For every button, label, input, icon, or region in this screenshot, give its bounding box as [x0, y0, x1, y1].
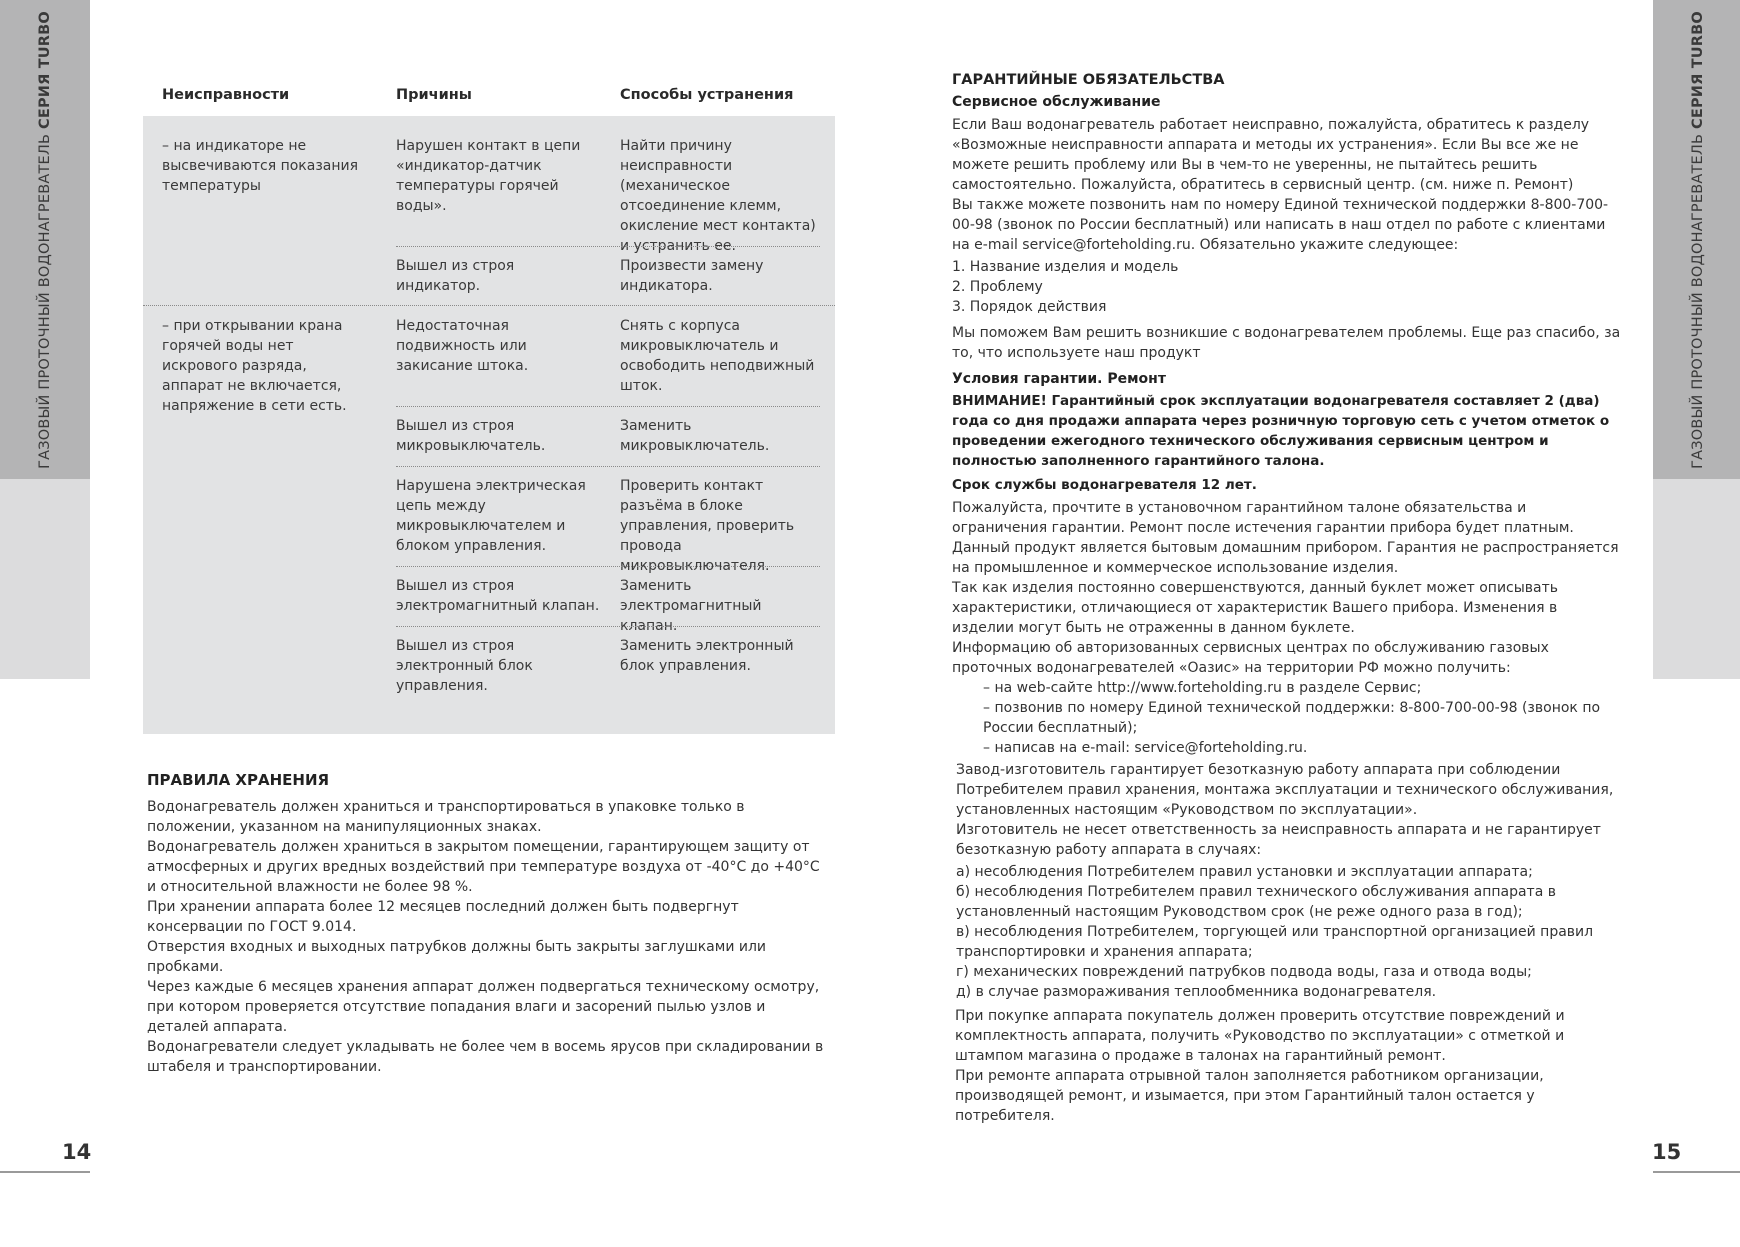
list-item: – позвонив по номеру Единой технической поддержки: 8-800-700-00-98 (звонок по России бесплатный);	[983, 700, 1601, 736]
storage-text	[147, 797, 827, 1077]
conditions-title: Условия гарантии. Ремонт	[952, 371, 1166, 387]
side-title-prefix: ГАЗОВЫЙ ПРОТОЧНЫЙ ВОДОНАГРЕВАТЕЛЬ	[1690, 129, 1706, 469]
row-divider	[396, 626, 820, 627]
fix-cell: Заменить микровыключатель.	[620, 418, 770, 454]
service-life: Срок службы водонагревателя 12 лет.	[952, 477, 1257, 493]
cause-cell: Вышел из строя электронный блок управления.	[396, 638, 533, 694]
fix-cell: Найти причину неисправности (механическое отсоединение клемм, окисление мест контакта) и устранить ее.	[620, 138, 816, 254]
row-divider	[396, 406, 820, 407]
cause-cell: Вышел из строя электромагнитный клапан.	[396, 578, 600, 614]
row-divider	[396, 466, 820, 467]
service-paragraph: Если Ваш водонагреватель работает неисправно, пожалуйста, обратитесь к разделу «Возможные неисправности аппарата и методы их устранения». Если Вы все же не можете решить проблему или Вы в чем-то не уверенны, не пытайтесь решить самостоятельно. Пожалуйста, обратитесь в сервисный центр. (см. ниже п. Ремонт)	[952, 117, 1590, 193]
left-side-tab	[0, 0, 90, 679]
storage-title: ПРАВИЛА ХРАНЕНИЯ	[147, 771, 330, 789]
side-title-prefix: ГАЗОВЫЙ ПРОТОЧНЫЙ ВОДОНАГРЕВАТЕЛЬ	[37, 129, 53, 469]
list-item: 2. Проблему	[952, 279, 1043, 295]
page-number-right: 15	[1652, 1140, 1682, 1164]
final-paragraph: При покупке аппарата покупатель должен проверить отсутствие повреждений и комплектность аппарата, получить «Руководство по эксплуатации» с отметкой и штампом магазина о продаже в талонах на гарантийный ремонт.	[955, 1008, 1565, 1064]
right-side-title	[1690, 11, 1706, 469]
fix-cell: Заменить электронный блок управления.	[620, 638, 794, 674]
page-number-left: 14	[62, 1140, 92, 1164]
final-block	[952, 1006, 1622, 1126]
issue-cell: – на индикаторе не высвечиваются показания температуры	[162, 138, 359, 194]
row-divider	[396, 246, 820, 247]
cases-list	[956, 862, 1622, 1002]
cause-cell: Вышел из строя индикатор.	[396, 258, 515, 294]
warranty-paragraph: Так как изделия постоянно совершенствуются, данный буклет может описывать характеристики, отличающиеся от характеристик Вашего прибора. Изменения в изделии могут быть не отраженны в данном буклете.	[952, 580, 1559, 636]
row-divider	[396, 566, 820, 567]
warranty-paragraph: Данный продукт является бытовым домашним прибором. Гарантия не распространяется на промышленное и коммерческое использование изделия.	[952, 540, 1619, 576]
list-item: в) несоблюдения Потребителем, торгующей или транспортной организацией правил транспортировки и хранения аппарата;	[956, 924, 1594, 960]
warranty-title: ГАРАНТИЙНЫЕ ОБЯЗАТЕЛЬСТВА	[952, 72, 1225, 88]
storage-paragraph: Водонагреватель должен храниться и транспортироваться в упаковке только в положении, указанном на манипуляционных знаках.	[147, 799, 745, 835]
side-title-series: СЕРИЯ TURBO	[1690, 11, 1706, 130]
help-text: Мы поможем Вам решить возникшие с водонагревателем проблемы. Еще раз спасибо, за то, что используете наш продукт	[952, 325, 1621, 361]
cause-cell: Вышел из строя микровыключатель.	[396, 418, 546, 454]
header-remedies: Способы устранения	[620, 87, 794, 103]
side-title-series: СЕРИЯ TURBO	[37, 11, 53, 130]
troubleshooting-table	[143, 116, 835, 734]
manufacturer-paragraph: Завод-изготовитель гарантирует безотказную работу аппарата при соблюдении Потребителем правил хранения, монтажа эксплуатации и технического обслуживания, установленных настоящим «Руководством по эксплуатации».	[956, 762, 1614, 818]
fix-cell: Проверить контакт разъёма в блоке управления, проверить провода микровыключателя.	[620, 478, 795, 574]
contacts-list	[952, 678, 1622, 758]
fix-cell: Снять с корпуса микровыключатель и освободить неподвижный шток.	[620, 318, 815, 394]
storage-paragraph: Через каждые 6 месяцев хранения аппарат должен подвергаться техническому осмотру, при котором проверяется отсутствие попадания влаги и засорений пылью узлов и деталей аппарата.	[147, 979, 820, 1035]
storage-paragraph: Отверстия входных и выходных патрубков должны быть закрыты заглушками или пробками.	[147, 939, 767, 975]
warranty-paragraph: Информацию об авторизованных сервисных центрах по обслуживанию газовых проточных водонагревателей «Оазис» на территории РФ можно получить:	[952, 640, 1549, 676]
attention-text: ВНИМАНИЕ! Гарантийный срок эксплуатации водонагревателя составляет 2 (два) года со дня продажи аппарата через розничную торговую сеть с учетом отметок о проведении ежегодного технического обслуживания сервисным центром и полностью заполненного гарантийного талона.	[952, 393, 1610, 469]
fix-cell: Заменить электромагнитный клапан.	[620, 578, 762, 634]
service-title: Сервисное обслуживание	[952, 94, 1161, 110]
list-item: 3. Порядок действия	[952, 299, 1107, 315]
warranty-section	[952, 70, 1622, 1126]
list-item: 1. Название изделия и модель	[952, 259, 1179, 275]
list-item: – на web-сайте http://www.forteholding.ru в разделе Сервис;	[983, 680, 1422, 696]
cause-cell: Нарушен контакт в цепи «индикатор-датчик температуры горячей воды».	[396, 138, 581, 214]
final-paragraph: При ремонте аппарата отрывной талон заполняется работником организации, производящей ремонт, и изымается, при этом Гарантийный талон остается у потребителя.	[955, 1068, 1544, 1124]
list-item: г) механических повреждений патрубков подвода воды, газа и отвода воды;	[956, 964, 1532, 980]
right-side-tab	[1653, 0, 1740, 679]
list-item: а) несоблюдения Потребителем правил установки и эксплуатации аппарата;	[956, 864, 1533, 880]
header-faults: Неисправности	[162, 87, 290, 103]
list-item: – написав на e-mail: service@forteholding.ru.	[983, 740, 1308, 756]
storage-paragraph: Водонагреватель должен храниться в закрытом помещении, гарантирующем защиту от атмосферных и других вредных воздействий при температуре воздуха от -40°С до +40°С и относительной влажности не более 98 %.	[147, 839, 820, 895]
fix-cell: Произвести замену индикатора.	[620, 258, 764, 294]
list-item: б) несоблюдения Потребителем правил технического обслуживания аппарата в установленный настоящим Руководством срок (не реже одного раза в год);	[956, 884, 1556, 920]
manufacturer-block	[952, 760, 1622, 1002]
header-causes: Причины	[396, 87, 472, 103]
warranty-paragraph: Пожалуйста, прочтите в установочном гарантийном талоне обязательства и ограничения гарантии. Ремонт после истечения гарантии прибора будет платным.	[952, 500, 1574, 536]
issue-cell: – при открывании крана горячей воды нет искрового разряда, аппарат не включается, напряжение в сети есть.	[162, 318, 347, 414]
manufacturer-paragraph: Изготовитель не несет ответственность за неисправность аппарата и не гарантирует безотказную работу аппарата в случаях:	[956, 822, 1601, 858]
service-paragraph: Вы также можете позвонить нам по номеру Единой технической поддержки 8-800-700-00-98 (звонок по России бесплатный) или написать в наш отдел по работе с клиентами на e-mail service@forteholding.ru. Обязательно укажите следующее:	[952, 197, 1609, 253]
page-footer-line	[1653, 1171, 1740, 1173]
group-divider	[143, 305, 835, 306]
cause-cell: Недостаточная подвижность или закисание штока.	[396, 318, 529, 374]
storage-paragraph: При хранении аппарата более 12 месяцев последний должен быть подвергнут консервации по ГОСТ 9.014.	[147, 899, 739, 935]
cause-cell: Нарушена электрическая цепь между микровыключателем и блоком управления.	[396, 478, 586, 554]
table-header	[143, 78, 835, 117]
page-footer-line	[0, 1171, 90, 1173]
left-side-title	[37, 11, 53, 469]
storage-paragraph: Водонагреватели следует укладывать не более чем в восемь ярусов при складировании в штабеля и транспортировании.	[147, 1039, 824, 1075]
info-list	[952, 257, 1622, 317]
list-item: д) в случае размораживания теплообменника водонагревателя.	[956, 984, 1437, 1000]
